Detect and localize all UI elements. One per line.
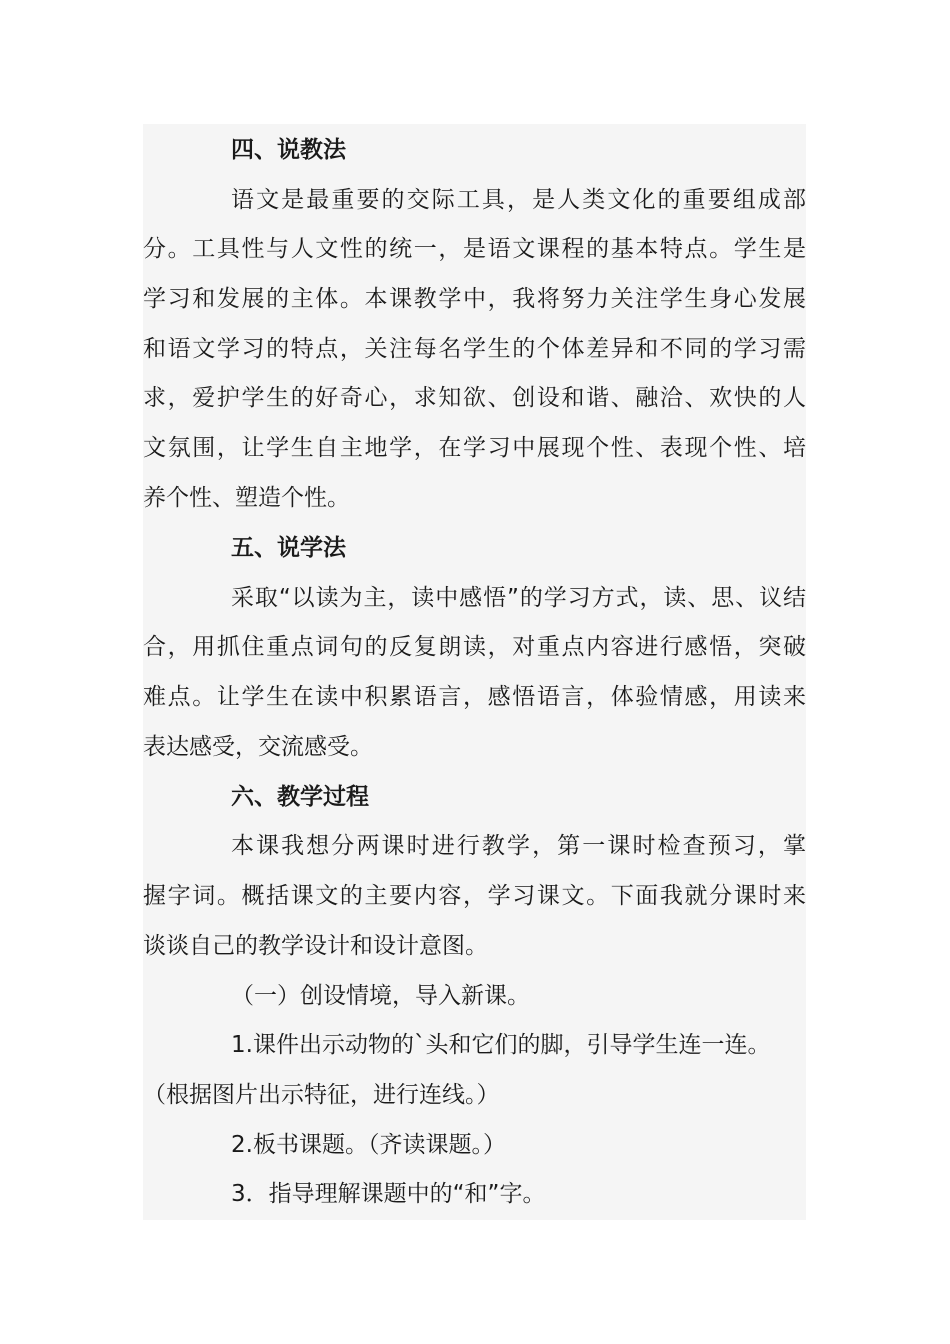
heading-teaching-method: 四、说教法 xyxy=(231,137,346,163)
paragraph-line: 合，用抓住重点词句的反复朗读，对重点内容进行感悟，突破 xyxy=(143,634,806,660)
paragraph-line: 握字词。概括课文的主要内容，学习课文。下面我就分课时来 xyxy=(143,883,806,909)
paragraph-line: 谈谈自己的教学设计和设计意图。 xyxy=(143,933,488,959)
list-item-continuation: （根据图片出示特征，进行连线。） xyxy=(143,1082,500,1108)
list-item: 1.课件出示动物的`头和它们的脚，引导学生连一连。 xyxy=(231,1032,771,1058)
paragraph-line: 采取“以读为主，读中感悟”的学习方式，读、思、议结 xyxy=(231,585,806,611)
heading-learning-method: 五、说学法 xyxy=(231,535,346,561)
paragraph-line: 养个性、塑造个性。 xyxy=(143,485,350,511)
paragraph-line: 难点。让学生在读中积累语言，感悟语言，体验情感，用读来 xyxy=(143,684,806,710)
document-page xyxy=(143,124,806,1220)
paragraph-line: 分。工具性与人文性的统一，是语文课程的基本特点。学生是 xyxy=(143,236,806,262)
heading-teaching-process: 六、教学过程 xyxy=(231,784,369,810)
paragraph-line: 文氛围，让学生自主地学，在学习中展现个性、表现个性、培 xyxy=(143,435,806,461)
paragraph-line: 表达感受，交流感受。 xyxy=(143,734,373,760)
paragraph-line: 学习和发展的主体。本课教学中，我将努力关注学生身心发展 xyxy=(143,286,806,312)
paragraph-line: 语文是最重要的交际工具，是人类文化的重要组成部 xyxy=(231,187,806,213)
paragraph-line: 和语文学习的特点，关注每名学生的个体差异和不同的学习需 xyxy=(143,336,806,362)
subheading-step-one: （一）创设情境，导入新课。 xyxy=(231,983,530,1009)
list-item: 3．指导理解课题中的“和”字。 xyxy=(231,1181,546,1207)
paragraph-line: 求，爱护学生的好奇心，求知欲、创设和谐、融洽、欢快的人 xyxy=(143,385,806,411)
list-item: 2.板书课题。（齐读课题。） xyxy=(231,1132,506,1158)
paragraph-line: 本课我想分两课时进行教学，第一课时检查预习，掌 xyxy=(231,833,806,859)
